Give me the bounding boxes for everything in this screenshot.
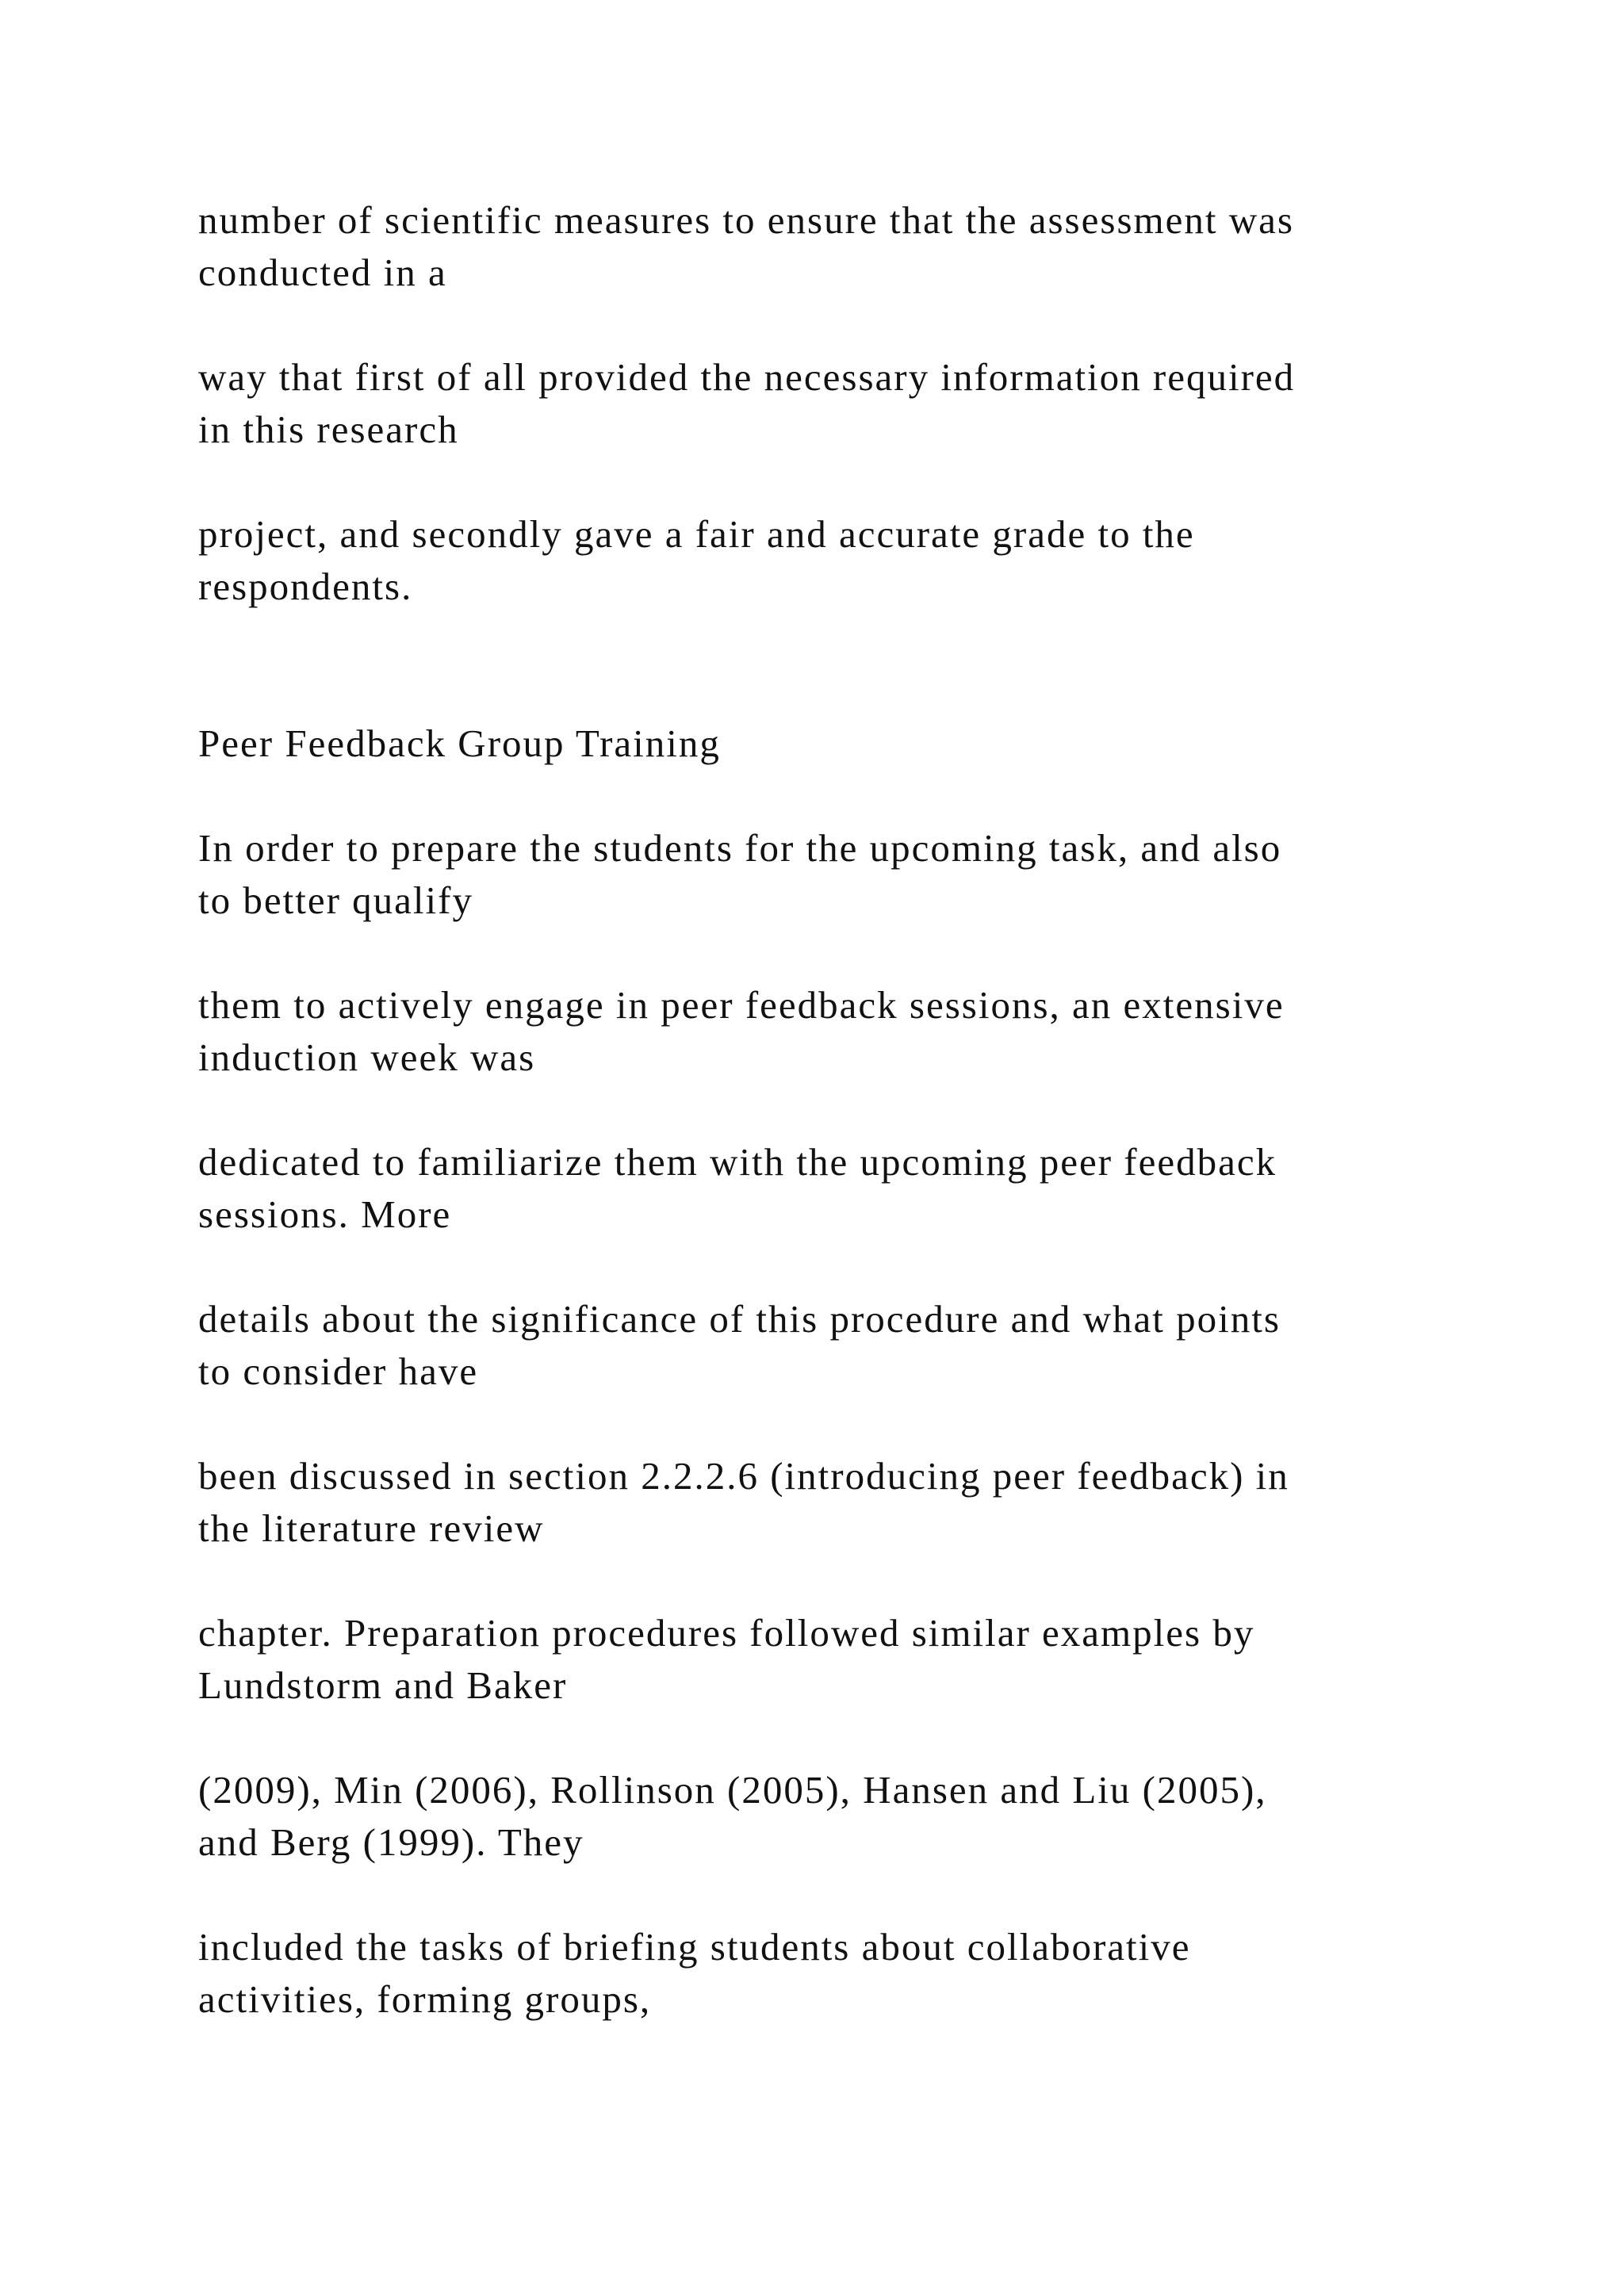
paragraph: [198, 1607, 1467, 1712]
paragraph-line: the literature review: [198, 1506, 545, 1550]
paragraph-line: details about the significance of this procedure and what points: [198, 1297, 1281, 1341]
paragraph: [198, 508, 1467, 613]
paragraph-line: in this research: [198, 408, 459, 451]
paragraph-line: In order to prepare the students for the upcoming task, and also: [198, 826, 1282, 870]
paragraph-line: chapter. Preparation procedures followed similar examples by: [198, 1611, 1255, 1655]
paragraph: [198, 979, 1467, 1084]
paragraph-line: respondents.: [198, 564, 413, 608]
paragraph-line: (2009), Min (2006), Rollinson (2005), Hansen and Liu (2005),: [198, 1768, 1267, 1812]
paragraph-line: dedicated to familiarize them with the upcoming peer feedback: [198, 1140, 1277, 1184]
paragraph: [198, 1921, 1467, 2026]
paragraph: [198, 822, 1467, 927]
paragraph-line: Lundstorm and Baker: [198, 1663, 568, 1707]
paragraph-line: to better qualify: [198, 878, 473, 922]
section-heading: Peer Feedback Group Training: [198, 721, 721, 765]
paragraph: [198, 194, 1467, 299]
paragraph-line: number of scientific measures to ensure that the assessment was: [198, 198, 1294, 242]
paragraph-line: them to actively engage in peer feedback sessions, an extensive: [198, 983, 1285, 1027]
paragraph-line: to consider have: [198, 1349, 479, 1393]
paragraph-line: included the tasks of briefing students about collaborative: [198, 1925, 1191, 1969]
paragraph-line: and Berg (1999). They: [198, 1820, 584, 1864]
document-body: [198, 194, 1467, 2078]
paragraph-line: activities, forming groups,: [198, 1977, 652, 2021]
paragraph: [198, 351, 1467, 456]
paragraph-line: conducted in a: [198, 251, 447, 294]
paragraph-line: been discussed in section 2.2.2.6 (introducing peer feedback) in: [198, 1454, 1289, 1498]
paragraph: [198, 1764, 1467, 1869]
paragraph-line: induction week was: [198, 1035, 536, 1079]
paragraph: [198, 1293, 1467, 1398]
paragraph: [198, 1136, 1467, 1241]
paragraph-line: way that first of all provided the necessary information required: [198, 355, 1296, 399]
paragraph-line: project, and secondly gave a fair and accurate grade to the: [198, 512, 1195, 556]
paragraph: [198, 1450, 1467, 1555]
paragraph-line: sessions. More: [198, 1192, 452, 1236]
